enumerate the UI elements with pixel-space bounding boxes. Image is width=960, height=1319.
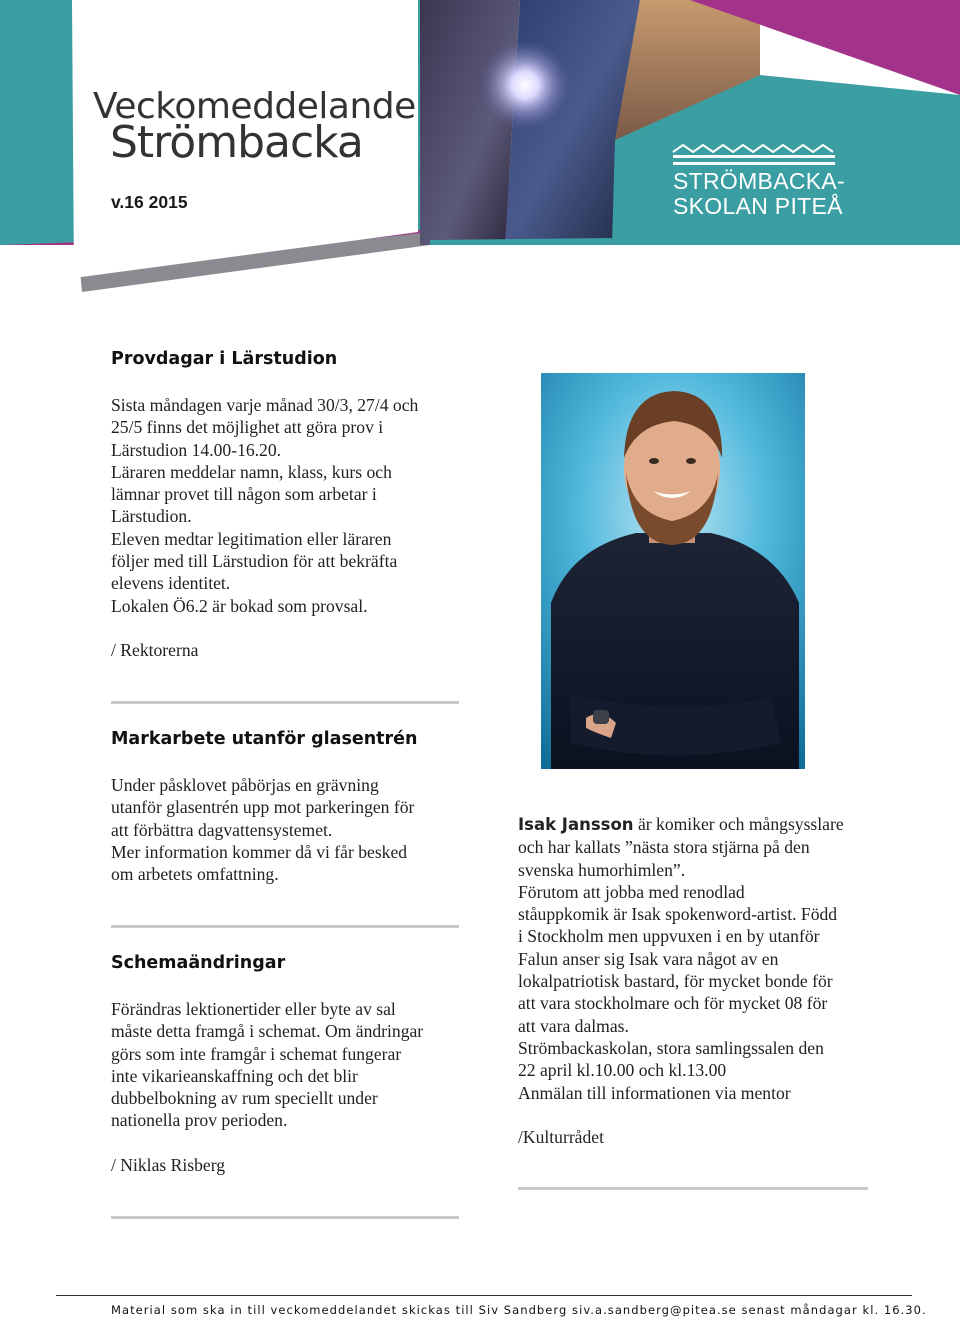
text-line: måste detta framgå i schemat. Om ändringar: [111, 1021, 424, 1042]
text-line: Lärstudion.: [111, 506, 192, 527]
newsletter-title-line1: Veckomeddelande: [93, 86, 416, 127]
text-line: lämnar provet till någon som arbetar i: [111, 484, 377, 505]
section-signature: /Kulturrådet: [518, 1126, 604, 1147]
text-line: att vara stockholmare och för mycket 08 för: [518, 993, 828, 1014]
text-line: om arbetets omfattning.: [111, 864, 279, 885]
section-signature: / Rektorerna: [111, 639, 199, 660]
text-line: svenska humorhimlen”.: [518, 859, 686, 880]
performer-name: Isak Jansson: [518, 815, 634, 834]
week-label: v.16 2015: [111, 192, 188, 212]
header-banner: [0, 0, 960, 300]
text-line: elevens identitet.: [111, 573, 231, 594]
section-body: [111, 774, 461, 885]
section-schema: [111, 953, 461, 1176]
portrait-illustration: [541, 373, 805, 769]
text-line: 22 april kl.10.00 och kl.13.00: [518, 1060, 727, 1081]
text-line: Strömbackaskolan, stora samlingssalen den: [518, 1037, 824, 1058]
section-heading: Schemaändringar: [111, 953, 286, 973]
section-body: [518, 813, 878, 1104]
school-logo: [673, 169, 845, 219]
text-line: Falun anser sig Isak vara något av en: [518, 948, 779, 969]
school-logo-line2: SKOLAN PITEÅ: [673, 193, 843, 219]
section-signature: / Niklas Risberg: [111, 1154, 226, 1175]
text-line: dubbelbokning av rum speciellt under: [111, 1088, 378, 1109]
section-body: [111, 998, 461, 1132]
text-line: Anmälan till informationen via mentor: [518, 1082, 791, 1103]
footer-divider: [56, 1295, 912, 1296]
text-line: följer med till Lärstudion för att bekräfta: [111, 551, 398, 572]
text-line: att förbättra dagvattensystemet.: [111, 819, 333, 840]
footer-note: Material som ska in till veckomeddelandet skickas till Siv Sandberg siv.a.sandberg@pitea.se senast måndagar kl. 16.30.: [111, 1303, 927, 1317]
section-body: [111, 394, 461, 617]
text-line: Sista måndagen varje månad 30/3, 27/4 och: [111, 395, 419, 415]
text-line: [518, 813, 878, 836]
text-line: 25/5 finns det möjlighet att göra prov i: [111, 417, 384, 438]
school-logo-line1: STRÖMBACKA-: [673, 168, 845, 194]
text-line: Under påsklovet påbörjas en grävning: [111, 775, 379, 795]
divider: [111, 701, 459, 704]
divider: [518, 1187, 868, 1190]
divider: [111, 1216, 459, 1219]
text-line: nationella prov perioden.: [111, 1110, 288, 1131]
text-line: i Stockholm men uppvuxen i en by utanför: [518, 926, 820, 947]
newsletter-title-line2: Strömbacka: [110, 117, 363, 168]
section-heading: Markarbete utanför glasentrén: [111, 729, 418, 749]
text-line: Förändras lektionertider eller byte av sal: [111, 999, 396, 1019]
text-line: inte vikarieanskaffning och det blir: [111, 1065, 358, 1086]
text-line: görs som inte framgår i schemat fungerar: [111, 1043, 402, 1064]
text-line: att vara dalmas.: [518, 1015, 629, 1036]
section-markarbete: [111, 729, 461, 885]
portrait-photo: [541, 373, 805, 769]
text-line: Läraren meddelar namn, klass, kurs och: [111, 461, 392, 482]
text-line: Lärstudion 14.00-16.20.: [111, 439, 282, 460]
text-line: lokalpatriotisk bastard, för mycket bonde för: [518, 971, 833, 992]
text-line: Eleven medtar legitimation eller läraren: [111, 528, 392, 549]
text-line: Lokalen Ö6.2 är bokad som provsal.: [111, 595, 368, 616]
section-provdagar: [111, 349, 461, 661]
text-line: ståuppkomik är Isak spokenword-artist. Född: [518, 904, 838, 925]
text-line: och har kallats ”nästa stora stjärna på den: [518, 837, 810, 858]
text-line: Förutom att jobba med renodlad: [518, 881, 745, 902]
section-heading: Provdagar i Lärstudion: [111, 349, 338, 369]
section-isak: [518, 813, 878, 1148]
text-fragment: är komiker och mångsysslare: [633, 814, 844, 834]
text-line: Mer information kommer då vi får besked: [111, 841, 408, 862]
divider: [111, 925, 459, 928]
text-line: utanför glasentrén upp mot parkeringen för: [111, 797, 415, 818]
